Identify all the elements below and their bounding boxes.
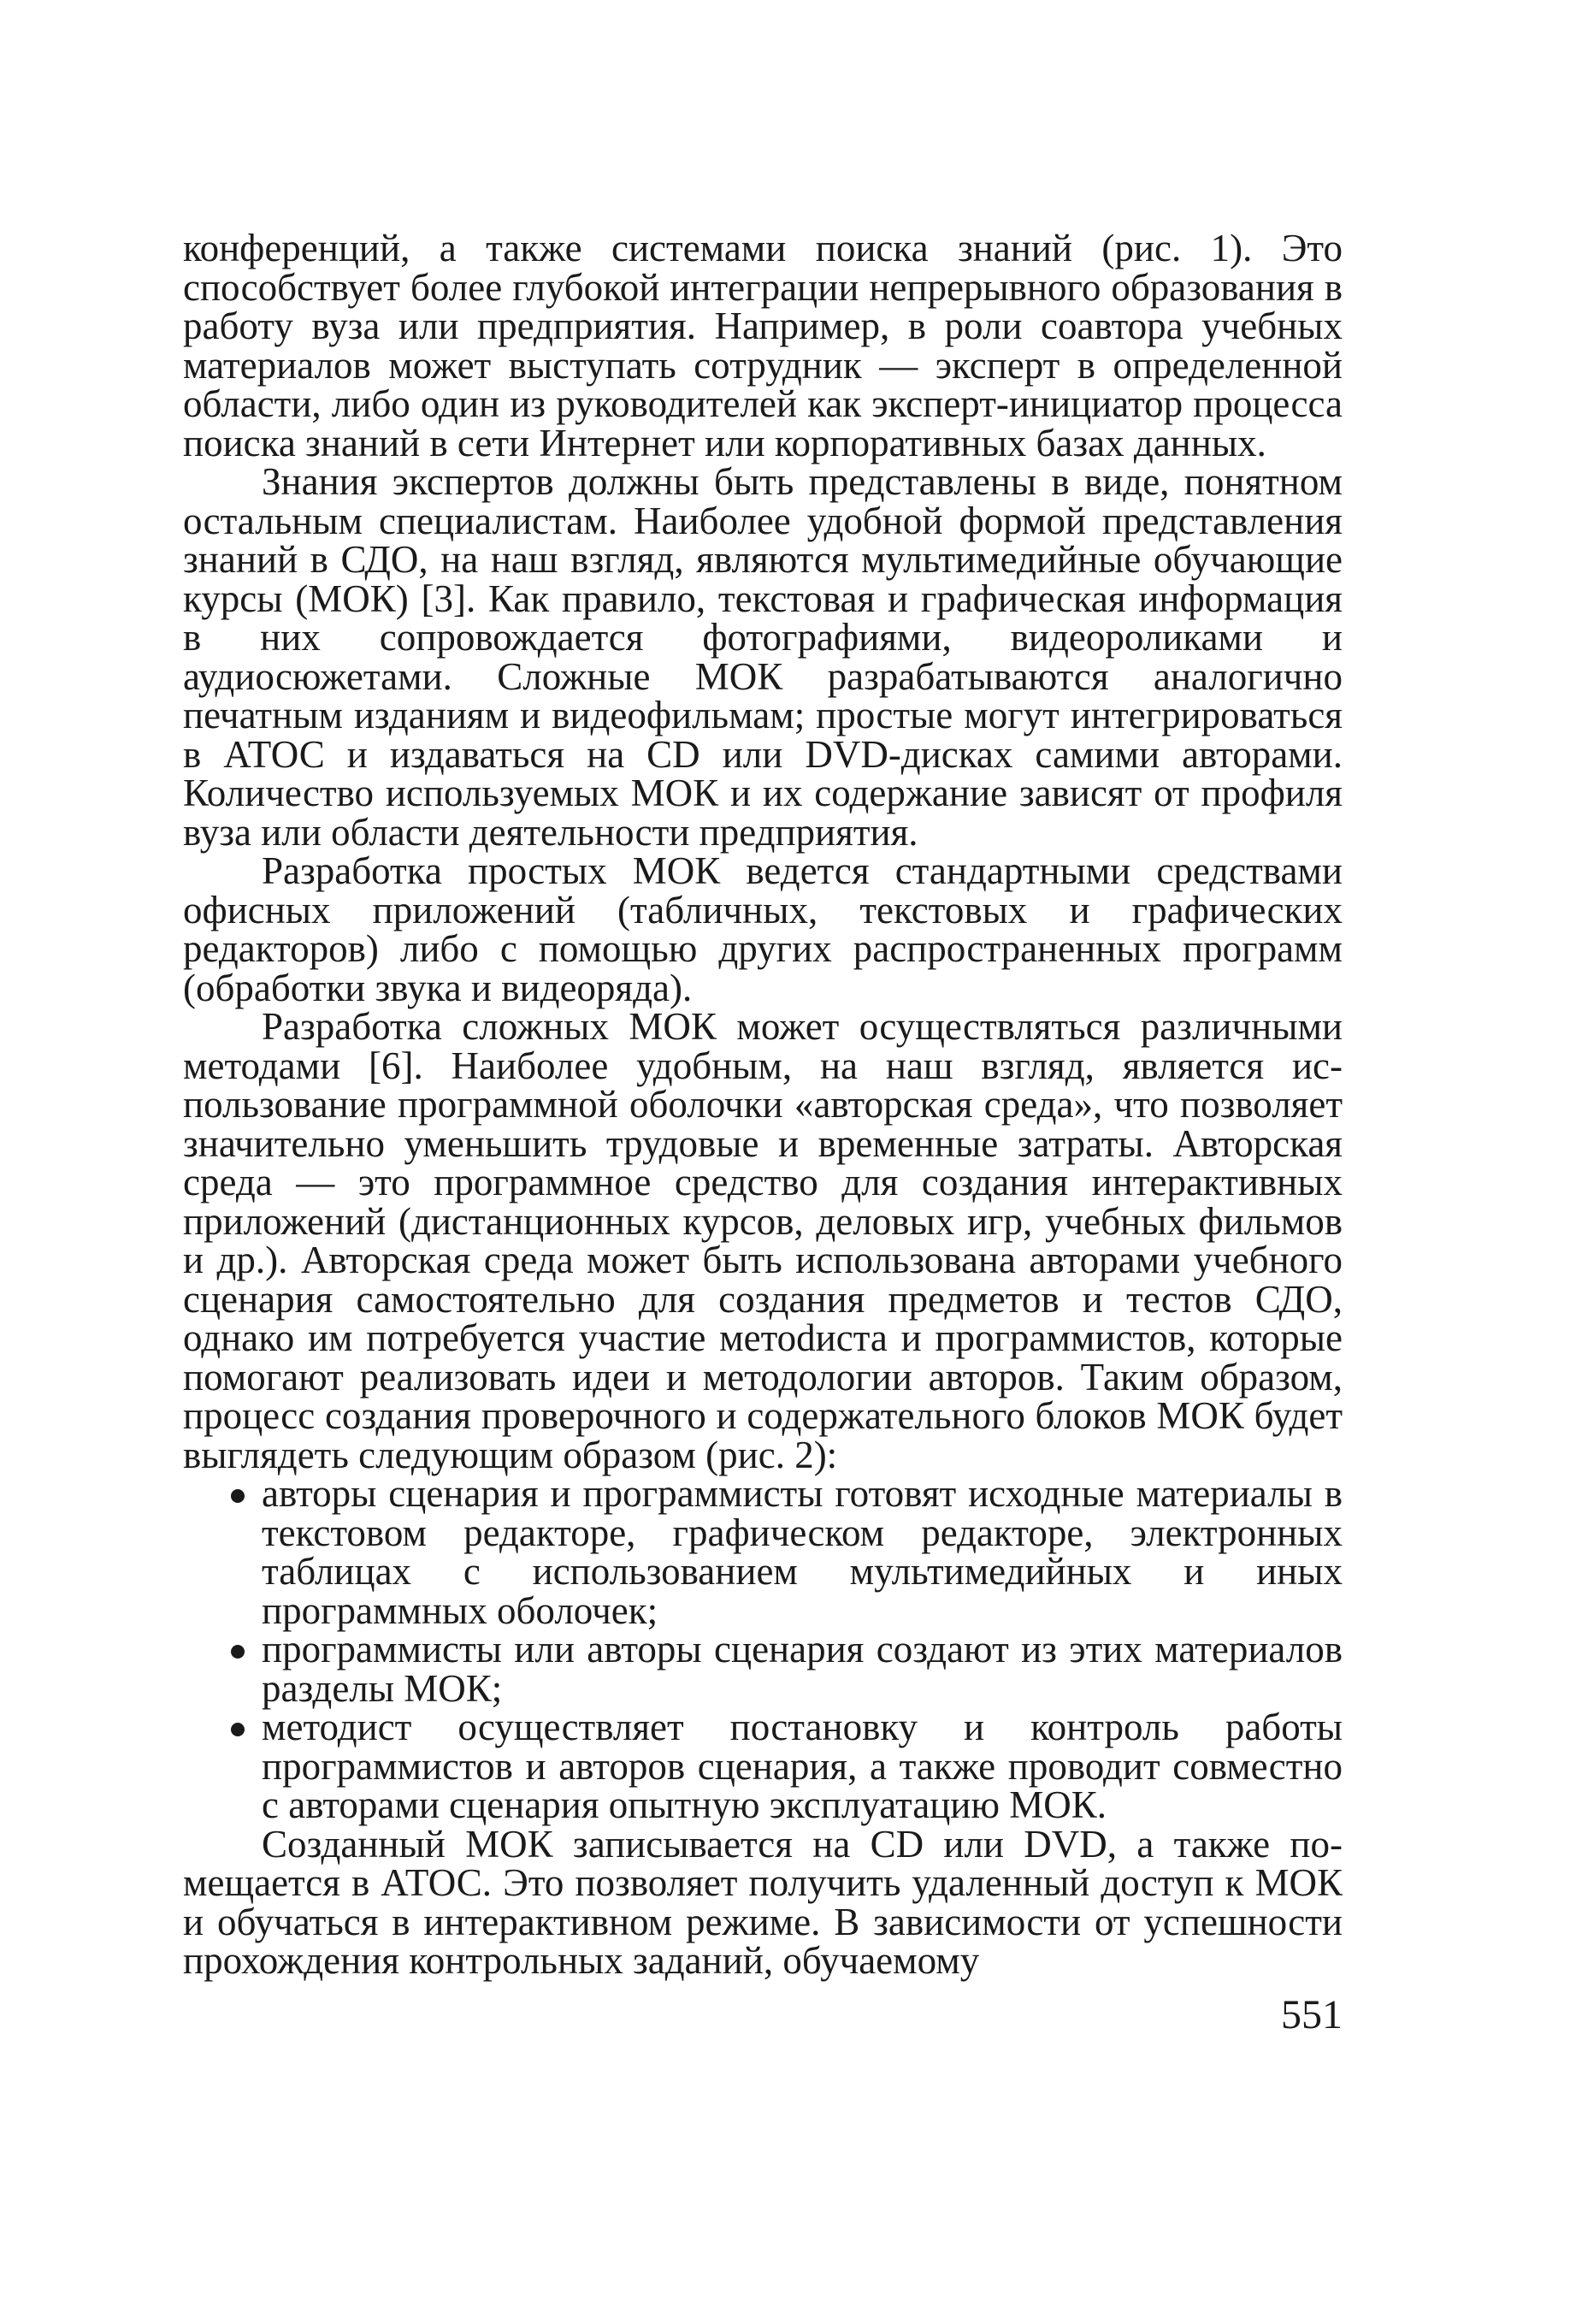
page-body <box>183 229 1343 1981</box>
paragraph-2: Знания экспертов должны быть представлены в виде, понятном остальным специалистам. Наиболее удобной формой представления знаний в СДО, на наш взгляд, являются мультимедийные обучающие курсы (МОК) [3]. Как правило, текстовая и графическая информация в них сопровождается фотографиями, видеороликами и аудиосюжетами. Сложные МОК разрабатываются аналогично печатным изданиям и видеофильмам; простые могут интегрироваться в АТОС и издаваться на CD или DVD-дисках самими авторами. Количество используемых МОК и их содержание зависят от профиля вуза или области деятельности предприятия. <box>183 460 1343 854</box>
list-item-text: методист осуществляет постановку и контроль работы программистов и авторов сценария, а также проводит совместно с авторами сценария опытную эксплуатацию МОК. <box>262 1706 1343 1826</box>
paragraph-3: Разработка простых МОК ведется стандартными средствами офисных приложений (табличных, текстовых и графических редакторов) либо с помощью других распространенных программ (обработки звука и видеоряда). <box>183 849 1343 1009</box>
list-item-text: авторы сценария и программисты готовят исходные материалы в текстовом редакторе, графическом редакторе, электронных таблицах с использованием мультимедийных и иных программных оболочек; <box>262 1472 1343 1632</box>
list-item <box>183 1472 1343 1632</box>
paragraph-4: Разработка сложных МОК может осуществляться различными методами [6]. Наиболее удобным, на наш взгляд, является использование программной оболочки «авторская среда», что позволяет значительно уменьшить трудовые и временные затраты. Авторская среда — это программное средство для создания интерактивных приложений (дистанционных курсов, деловых игр, учебных фильмов и др.). Авторская среда может быть использована авторами учебного сценария самостоятельно для создания предметов и тестов СДО, однако им потребуется участие метоdиста и программистов, которые помогают реализовать идеи и методологии авторов. Таким образом, процесс создания проверочного и содержательного блоков МОК будет выглядеть следующим образом (рис. 2): <box>183 1005 1343 1476</box>
page-number: 551 <box>1281 1992 1343 2037</box>
list-item-text: программисты или авторы сценария создают из этих материалов разделы МОК; <box>262 1628 1343 1710</box>
bullet-icon <box>231 1645 245 1659</box>
list-item <box>183 1708 1343 1825</box>
paragraph-5: Созданный МОК записывается на CD или DVD, а также помещается в АТОС. Это позволяет получить удаленный доступ к МОК и обучаться в интерактивном режиме. В зависимости от успешности прохождения контрольных заданий, обучаемому <box>183 1822 1343 1982</box>
paragraph-1: конференций, а также системами поиска знаний (рис. 1). Это способствует более глубокой интеграции непрерывного образования в работу вуза или предприятия. Например, в роли соавтора учебных материалов может выступать сотрудник — эксперт в определенной области, либо один из руководителей как эксперт-инициатор процесса поиска знаний в сети Интернет или корпоративных базах данных. <box>183 227 1343 464</box>
bullet-icon <box>231 1723 245 1736</box>
bullet-icon <box>231 1489 245 1503</box>
list-item <box>183 1630 1343 1708</box>
bullet-list <box>183 1472 1343 1826</box>
